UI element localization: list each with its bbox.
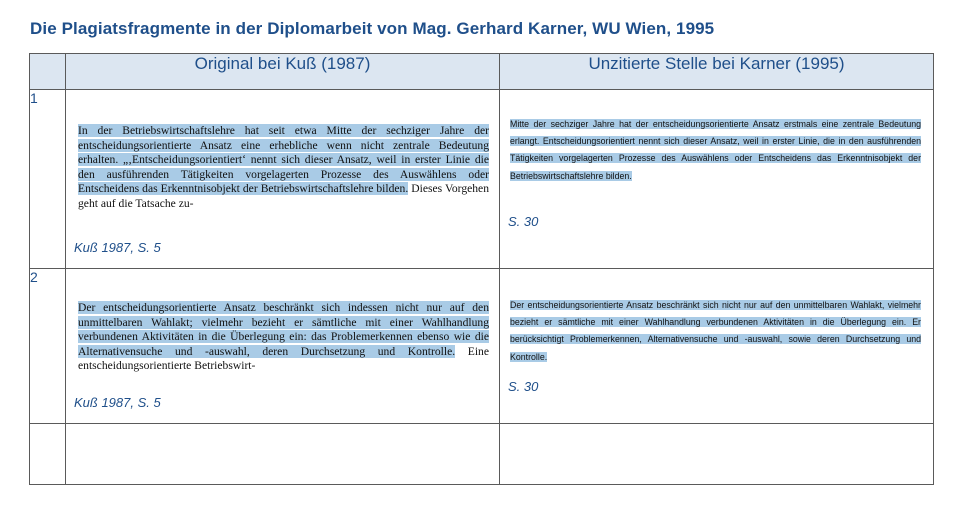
unhighlighted-passage: Dieses Vorgehen geht auf die Tatsache zu- xyxy=(78,182,489,210)
highlighted-passage: Der entscheidungsorientierte Ansatz beschränkt sich indessen nicht nur auf den unmittelbaren Wahlakt; vielmehr bezieht er sämtliche mit einer Wahlhandlung verbundenen Aktivitäten in die Überlegung ein: das Problemerkennen ebenso wie die Alternativensuche und -auswahl, deren Durchsetzung und Kontrolle. xyxy=(78,301,489,358)
number-column-header xyxy=(30,54,66,90)
empty-cell xyxy=(66,424,500,485)
unhighlighted-passage: Eine entscheidungsorientierte Betriebswirt- xyxy=(78,344,489,373)
karner-cell xyxy=(500,90,934,269)
original-source: Kuß 1987, S. 5 xyxy=(74,395,161,410)
table-row xyxy=(30,90,934,269)
highlighted-passage: Mitte der sechziger Jahre hat der entscheidungsorientierte Ansatz erstmals eine zentrale Bedeutung erlangt. Entscheidungsorientiert nennt sich dieser Ansatz, weil in erster Linie, die in den ausführenden Tätigkeiten vorgelagerten Prozesse des Auswählens oder Entscheidens das Erkenntnisobjekt der Betriebswirtschaftslehre bilden. xyxy=(510,119,921,181)
karner-excerpt xyxy=(500,116,933,185)
original-column-header: Original bei Kuß (1987) xyxy=(66,54,500,90)
row-number: 1 xyxy=(30,90,66,269)
original-excerpt xyxy=(66,124,499,212)
original-cell xyxy=(66,90,500,269)
karner-source: S. 30 xyxy=(508,379,539,394)
original-cell xyxy=(66,269,500,424)
highlighted-passage: Der entscheidungsorientierte Ansatz beschränkt sich nicht nur auf den unmittelbaren Wahlakt, vielmehr bezieht er sämtliche mit einer Wahlhandlung verbundenen Aktivitäten in die Überlegung ein. Er berücksichtigt Problemerkennen, Alternativensuche und -auswahl, sowie deren Durchsetzung und Kontrolle. xyxy=(510,300,921,362)
karner-column-header: Unzitierte Stelle bei Karner (1995) xyxy=(500,54,934,90)
highlighted-passage: In der Betriebswirtschaftslehre hat seit etwa Mitte der sechziger Jahre der entscheidungsorientierte Ansatz eine erhebliche wenn nicht zentrale Bedeutung erhalten. „‚Entscheidungsorientiert‘ nennt sich dieser Ansatz, weil in erster Linie die den ausführenden Tätigkeiten vorgelagerten Prozesse des Auswählens oder Entscheidens das Erkenntnisobjekt der Betriebswirtschaftslehre bilden. xyxy=(78,124,489,196)
fragment-table xyxy=(29,53,934,485)
table-row-empty xyxy=(30,424,934,485)
karner-source: S. 30 xyxy=(508,214,539,229)
page-title: Die Plagiatsfragmente in der Diplomarbeit von Mag. Gerhard Karner, WU Wien, 1995 xyxy=(30,19,715,38)
original-source: Kuß 1987, S. 5 xyxy=(74,240,161,255)
row-number: 2 xyxy=(30,269,66,424)
empty-cell xyxy=(500,424,934,485)
original-excerpt xyxy=(66,301,499,374)
table-row xyxy=(30,269,934,424)
karner-excerpt xyxy=(500,297,933,366)
empty-cell xyxy=(30,424,66,485)
karner-cell xyxy=(500,269,934,424)
